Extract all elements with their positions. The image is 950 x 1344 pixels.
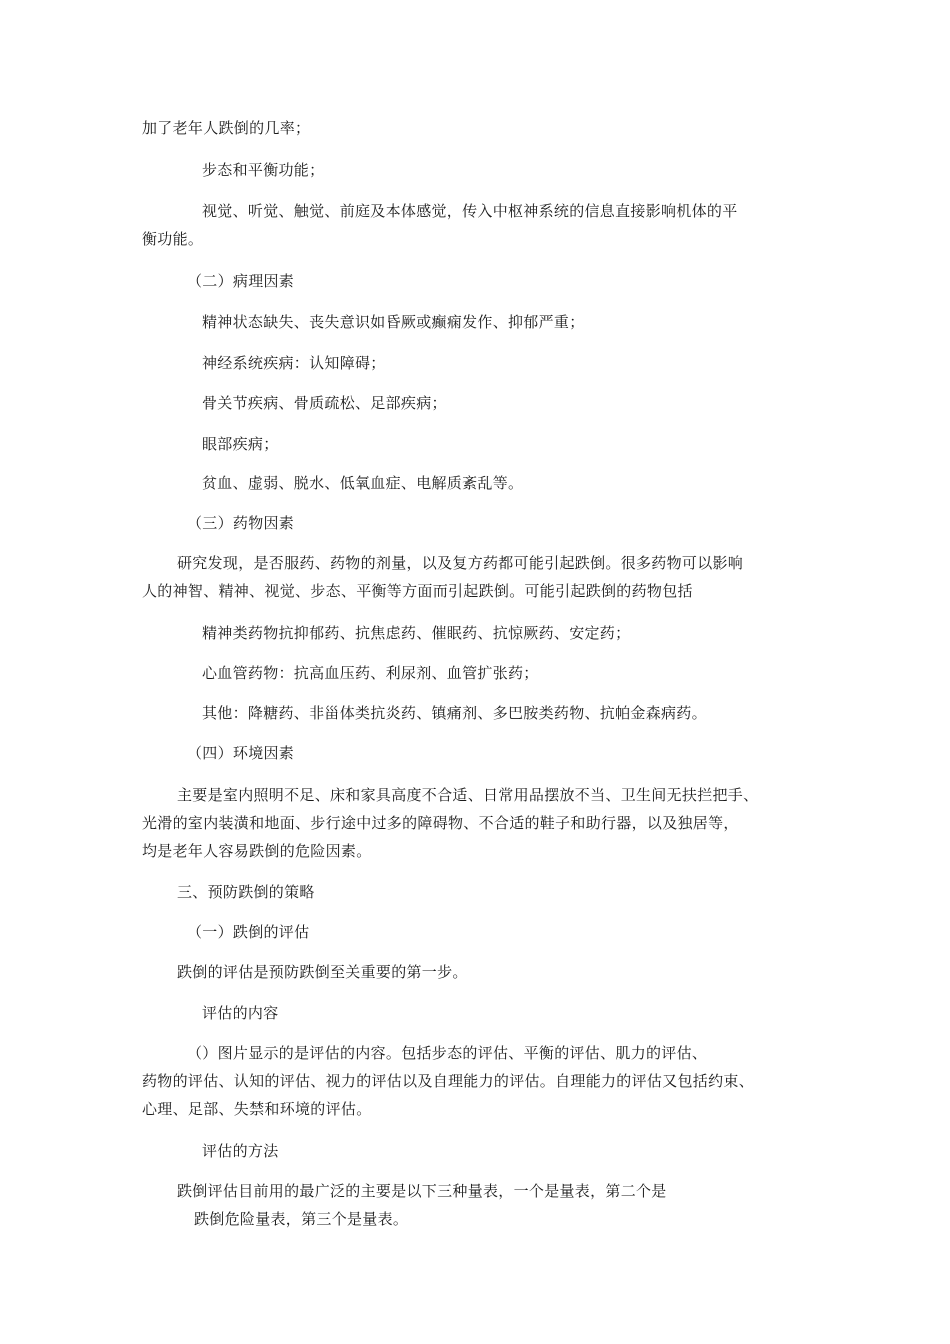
paragraph-line: 药物的评估、认知的评估、视力的评估以及自理能力的评估。自理能力的评估又包括约束、 xyxy=(142,1072,755,1090)
list-item: 神经系统疾病：认知障碍； xyxy=(202,354,386,372)
text-line: 视觉、听觉、触觉、前庭及本体感觉，传入中枢神系统的信息直接影响机体的平 xyxy=(202,202,738,220)
list-item: 心血管药物：抗高血压药、利尿剂、血管扩张药； xyxy=(202,664,539,682)
paragraph-line: 光滑的室内装潢和地面、步行途中过多的障碍物、不合适的鞋子和助行器，以及独居等， xyxy=(142,814,739,832)
list-item: 精神状态缺失、丧失意识如昏厥或癫痫发作、抑郁严重； xyxy=(202,313,585,331)
list-item: 其他：降糖药、非甾体类抗炎药、镇痛剂、多巴胺类药物、抗帕金森病药。 xyxy=(202,704,707,722)
paragraph-line: 跌倒评估目前用的最广泛的主要是以下三种量表，一个是量表，第二个是 xyxy=(177,1182,667,1200)
text-line: 加了老年人跌倒的几率； xyxy=(142,119,311,137)
list-item: 贫血、虚弱、脱水、低氧血症、电解质紊乱等。 xyxy=(202,474,524,492)
paragraph-line: 心理、足部、失禁和环境的评估。 xyxy=(142,1100,372,1118)
text-line: 衡功能。 xyxy=(142,230,204,248)
section-heading-assessment: （一）跌倒的评估 xyxy=(187,923,310,941)
paragraph-line: 研究发现，是否服药、药物的剂量，以及复方药都可能引起跌倒。很多药物可以影响 xyxy=(177,554,744,572)
section-heading-environment: （四）环境因素 xyxy=(187,744,295,762)
section-heading-drugs: （三）药物因素 xyxy=(187,514,295,532)
paragraph-line: 主要是室内照明不足、床和家具高度不合适、日常用品摆放不当、卫生间无扶拦把手、 xyxy=(177,786,759,804)
list-item: 精神类药物抗抑郁药、抗焦虑药、催眠药、抗惊厥药、安定药； xyxy=(202,624,631,642)
list-item: 眼部疾病； xyxy=(202,435,279,453)
subheading-assessment-method: 评估的方法 xyxy=(202,1142,279,1160)
paragraph-line: 跌倒危险量表，第三个是量表。 xyxy=(194,1210,409,1228)
list-item: 骨关节疾病、骨质疏松、足部疾病； xyxy=(202,394,447,412)
chapter-heading-prevention: 三、预防跌倒的策略 xyxy=(177,883,315,901)
paragraph-line: （）图片显示的是评估的内容。包括步态的评估、平衡的评估、肌力的评估、 xyxy=(187,1044,708,1062)
subheading-assessment-content: 评估的内容 xyxy=(202,1004,279,1022)
paragraph-line: 人的神智、精神、视觉、步态、平衡等方面而引起跌倒。可能引起跌倒的药物包括 xyxy=(142,582,693,600)
paragraph-line: 跌倒的评估是预防跌倒至关重要的第一步。 xyxy=(177,963,468,981)
subheading-gait-balance: 步态和平衡功能； xyxy=(202,161,325,179)
section-heading-pathology: （二）病理因素 xyxy=(187,272,295,290)
paragraph-line: 均是老年人容易跌倒的危险因素。 xyxy=(142,842,372,860)
